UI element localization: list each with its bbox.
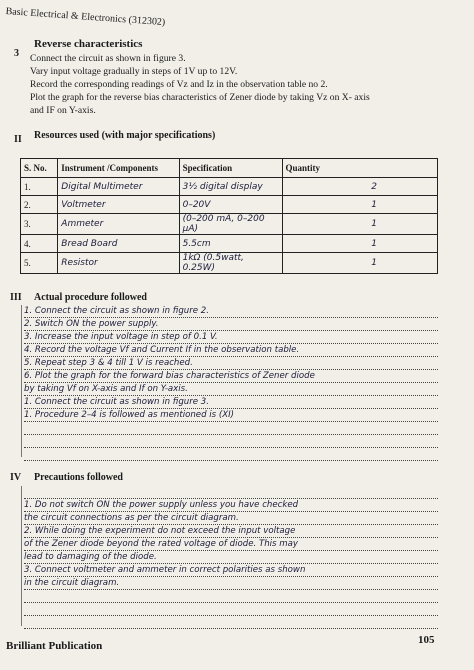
reverse-step-3: Record the corresponding readings of Vz and Iz in the observation table no 2. — [30, 79, 328, 90]
cell-sno: 4. — [21, 235, 58, 253]
handwritten-line: 3. Increase the input voltage in step of 0.1 V. — [24, 331, 438, 344]
table-row — [21, 253, 438, 274]
reverse-step-5: and IF on Y-axis. — [30, 105, 96, 116]
cell-specification: 3½ digital display — [179, 178, 282, 196]
cell-specification: 0–20V — [179, 196, 282, 214]
procedure-title: Actual procedure followed — [34, 292, 147, 303]
blank-line — [24, 616, 438, 629]
table-row — [21, 214, 438, 235]
table-row — [21, 178, 438, 196]
blank-line — [24, 422, 438, 435]
handwritten-line: 5. Repeat step 3 & 4 till 1 V is reached. — [24, 357, 438, 370]
precautions-lines — [24, 486, 438, 629]
blank-line — [24, 435, 438, 448]
resources-header-row — [21, 159, 438, 178]
cell-sno: 1. — [21, 178, 58, 196]
cell-instrument: Bread Board — [58, 235, 179, 253]
cell-quantity: 1 — [282, 214, 437, 235]
blank-line — [24, 603, 438, 616]
cell-quantity: 1 — [282, 253, 437, 274]
header-quantity: Quantity — [282, 159, 437, 178]
reverse-step-1: Connect the circuit as shown in figure 3. — [30, 53, 186, 64]
cell-quantity: 1 — [282, 235, 437, 253]
resources-title: Resources used (with major specifications) — [34, 130, 216, 141]
cell-specification: (0–200 mA, 0–200 μA) — [179, 214, 282, 235]
cell-instrument: Ammeter — [58, 214, 179, 235]
handwritten-line: by taking Vf on X-axis and If on Y-axis. — [24, 383, 438, 396]
handwritten-line: 2. Switch ON the power supply. — [24, 318, 438, 331]
handwritten-line: 3. Connect voltmeter and ammeter in correct polarities as shown — [24, 564, 438, 577]
cell-sno: 5. — [21, 253, 58, 274]
blank-line — [24, 590, 438, 603]
blank-line — [24, 486, 438, 499]
cell-quantity: 1 — [282, 196, 437, 214]
reverse-step-4: Plot the graph for the reverse bias characteristics of Zener diode by taking Vz on X- axis — [30, 92, 370, 103]
table-row — [21, 196, 438, 214]
handwritten-line: the circuit connections as per the circuit diagram. — [24, 512, 438, 525]
cell-instrument: Voltmeter — [58, 196, 179, 214]
blank-line — [24, 448, 438, 461]
resources-table — [20, 158, 438, 274]
handwritten-line: 2. While doing the experiment do not exceed the input voltage — [24, 525, 438, 538]
handwritten-line: of the Zener diode beyond the rated voltage of diode. This may — [24, 538, 438, 551]
handwritten-line: 1. Connect the circuit as shown in figure 3. — [24, 396, 438, 409]
procedure-number: III — [10, 292, 22, 303]
page-number: 105 — [418, 634, 435, 646]
cell-quantity: 2 — [282, 178, 437, 196]
header-instrument: Instrument /Components — [58, 159, 179, 178]
header-specification: Specification — [179, 159, 282, 178]
margin-line — [21, 305, 22, 457]
cell-sno: 2. — [21, 196, 58, 214]
publisher-name: Brilliant Publication — [6, 640, 103, 652]
handwritten-line: 1. Connect the circuit as shown in figure 2. — [24, 305, 438, 318]
table-row — [21, 235, 438, 253]
handwritten-line: 6. Plot the graph for the forward bias characteristics of Zener diode — [24, 370, 438, 383]
header-sno: S. No. — [21, 159, 58, 178]
procedure-lines — [24, 305, 438, 461]
cell-specification: 1kΩ (0.5watt, 0.25W) — [179, 253, 282, 274]
handwritten-line: in the circuit diagram. — [24, 577, 438, 590]
reverse-number: 3 — [14, 48, 19, 59]
cell-specification: 5.5cm — [179, 235, 282, 253]
reverse-step-2: Vary input voltage gradually in steps of 1V up to 12V. — [30, 66, 238, 77]
reverse-characteristics-title: Reverse characteristics — [34, 38, 143, 50]
handwritten-line: 1. Do not switch ON the power supply unless you have checked — [24, 499, 438, 512]
cell-instrument: Resistor — [58, 253, 179, 274]
handwritten-line: 4. Record the voltage Vf and Current If in the observation table. — [24, 344, 438, 357]
precautions-number: IV — [10, 472, 22, 483]
cell-instrument: Digital Multimeter — [58, 178, 179, 196]
page-header: Basic Electrical & Electronics (312302) — [5, 6, 166, 29]
margin-line — [21, 486, 22, 626]
precautions-title: Precautions followed — [34, 472, 123, 483]
resources-number: II — [14, 134, 22, 145]
handwritten-line: lead to damaging of the diode. — [24, 551, 438, 564]
handwritten-line: 1. Procedure 2–4 is followed as mentioned is (XI) — [24, 409, 438, 422]
cell-sno: 3. — [21, 214, 58, 235]
